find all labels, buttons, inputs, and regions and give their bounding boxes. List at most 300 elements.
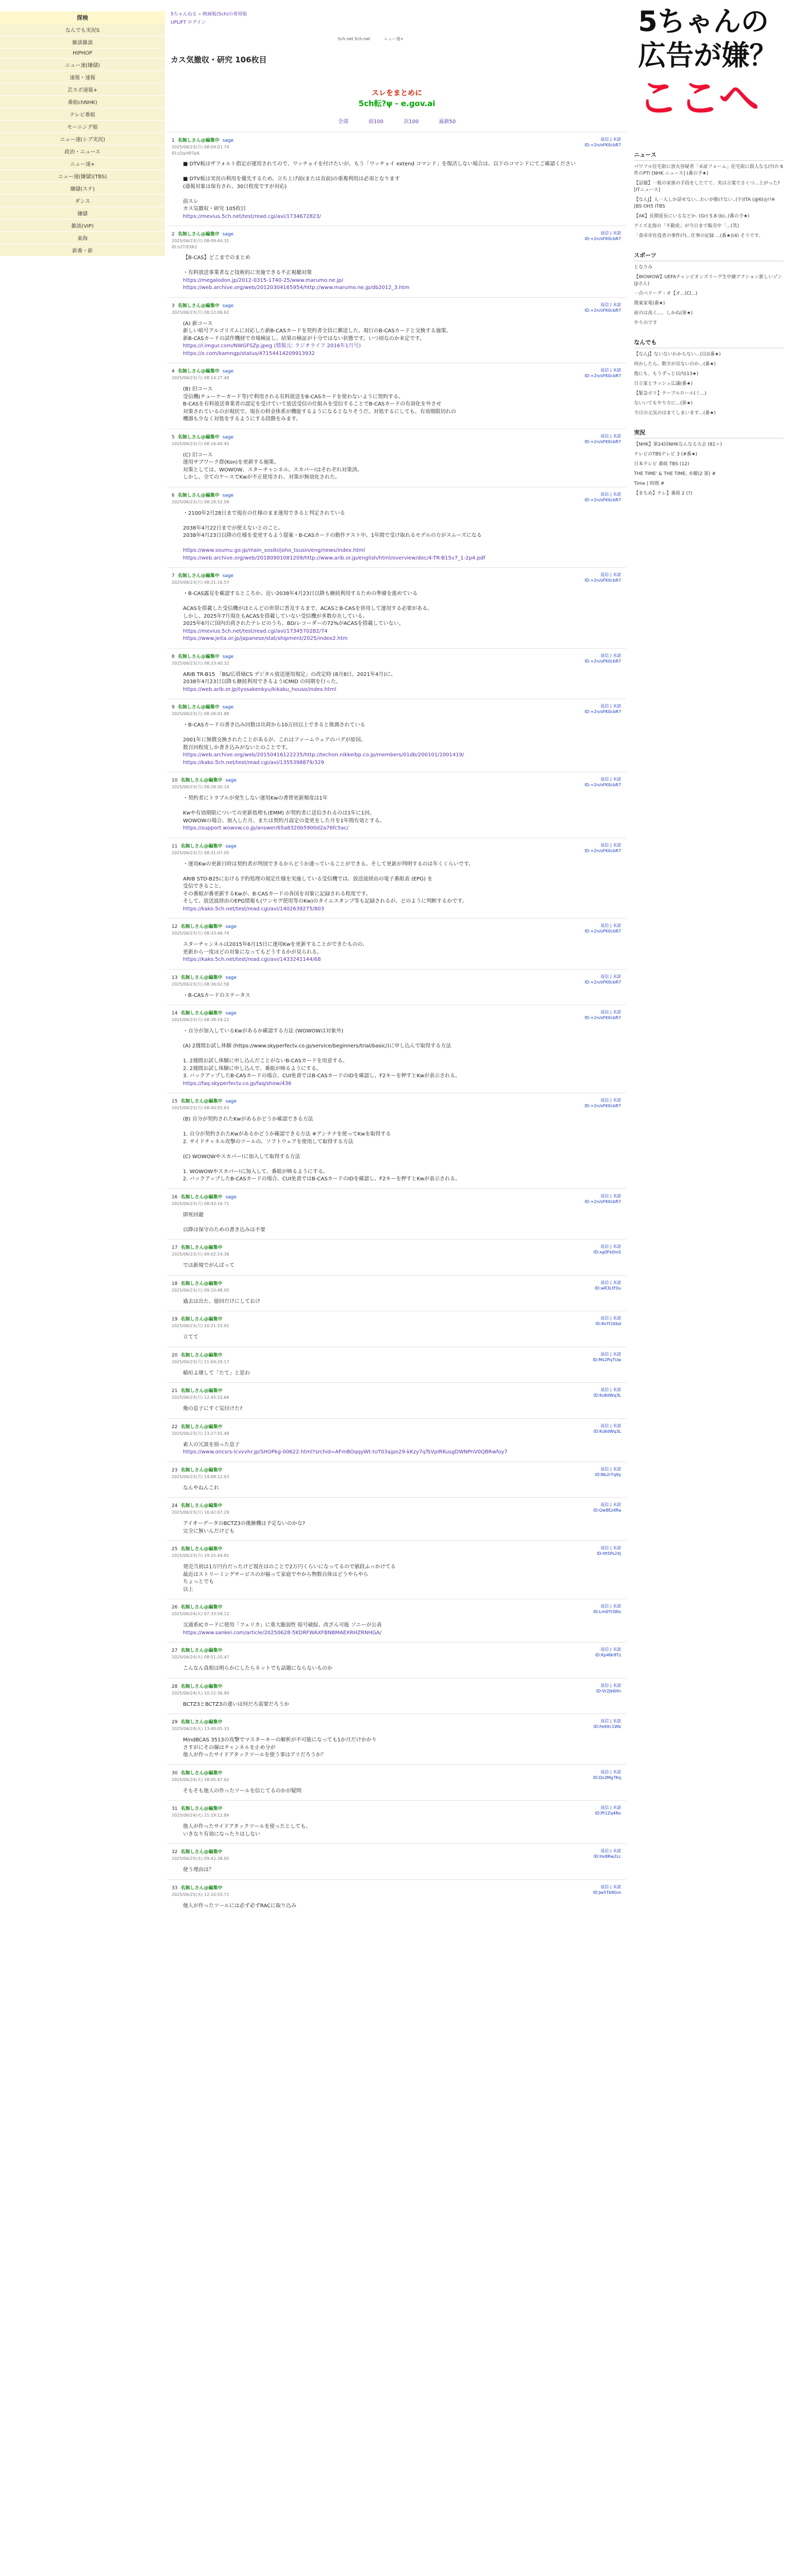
poster-name: 名無しさん@編集中	[180, 1245, 223, 1250]
post-link[interactable]: https://www.soumu.go.jp/main_sosiki/joho_tsusin/eng/news/index.html	[183, 548, 365, 553]
poster-mail[interactable]: sage	[222, 654, 234, 659]
post-uid[interactable]: ID:+2n/oFK0cbR7	[584, 578, 621, 583]
post	[168, 838, 626, 919]
reply-link[interactable]: 返信 | 未読	[600, 1502, 621, 1507]
sports-item-link[interactable]: となりみ	[634, 265, 653, 270]
reply-link[interactable]: 返信 | 未読	[600, 1884, 621, 1889]
post-link[interactable]: https://web.archive.org/web/20120304165954/http://www.marumo.ne.jp/db2012_3.htm	[183, 285, 410, 291]
sidebar-item[interactable]: ダンス	[0, 195, 165, 207]
post	[168, 1678, 626, 1714]
sports-item-link[interactable]: 前のは高く、、、しかね(第★)	[634, 311, 693, 316]
poster-name: 名無しさん@編集中	[180, 1281, 223, 1286]
post-body	[183, 1520, 622, 1535]
post-number[interactable]: 29	[172, 1720, 178, 1725]
reply-link[interactable]: 返信 | 未読	[600, 368, 621, 372]
post-date: 2025/06/23(月) 08:36:02.58	[172, 981, 229, 987]
post-link[interactable]: https://megalodon.jp/2012-0315-1740-25/www.marumo.ne.jp/	[183, 277, 343, 283]
post-number[interactable]: 32	[172, 1850, 178, 1855]
post-body	[183, 1737, 622, 1759]
post-date: 2025/06/23(月) 08:04:01.74	[172, 145, 229, 149]
reply-link[interactable]: 返信 | 未読	[600, 231, 621, 235]
sidebar-item[interactable]: ニュー速(嫌儲)(TBS)	[0, 170, 165, 182]
reply-link[interactable]: 返信 | 未読	[600, 302, 621, 307]
reply-link[interactable]: 返信 | 未読	[600, 923, 621, 928]
reply-link[interactable]: 返信 | 未読	[600, 433, 621, 438]
post-date: 2025/06/23(月) 08:33:46.74	[172, 931, 229, 936]
post	[168, 1497, 626, 1540]
post-body	[183, 452, 622, 482]
post-number[interactable]: 31	[172, 1806, 178, 1811]
sidebar-item[interactable]: 番組chNHK)	[0, 96, 165, 108]
reply-link[interactable]: 返信 | 未読	[600, 777, 621, 782]
reply-link[interactable]: 返信 | 未読	[600, 1604, 621, 1608]
post-date: 2025/06/23(月) 08:09:44.31	[172, 239, 229, 243]
live-item-link[interactable]: 【NHK】第24回NHKなんなる大会 (81ヶ)	[634, 442, 722, 447]
post-number[interactable]: 25	[172, 1547, 178, 1552]
sidebar-item[interactable]: ニュー速(シブ実況)	[0, 133, 165, 145]
poster-mail[interactable]: sage	[225, 924, 237, 929]
live-item-link[interactable]: 日本テレビ 番組 TBS (12)	[634, 462, 690, 467]
other-item-link[interactable]: ないいてもやり方に...(第★)	[634, 401, 693, 406]
post	[168, 297, 626, 363]
post-uid[interactable]: ID:Pt1Zq4Nv	[595, 1811, 621, 1816]
post-uid[interactable]: ID:Jw5Tb9Gm	[593, 1890, 621, 1895]
poster-mail[interactable]: sage	[225, 843, 237, 849]
post-uid[interactable]: ID:+2n/oFK0cbR7	[584, 374, 621, 378]
post-uid[interactable]: ID:+2n/oFK0cbR7	[584, 143, 621, 147]
post-number[interactable]: 30	[172, 1770, 178, 1776]
reply-link[interactable]: 返信 | 未読	[600, 1351, 621, 1357]
post-number[interactable]: 24	[172, 1503, 178, 1509]
pager	[168, 117, 626, 125]
other-item-link[interactable]: 他にも、もうずっと以内(13★)	[634, 371, 699, 377]
live-item-link[interactable]: テレビのTBSテレビ 3 (#番★)	[634, 452, 697, 457]
reply-link[interactable]: 返信 | 未読	[600, 1769, 621, 1774]
reply-link[interactable]: 返信 | 未読	[600, 1316, 621, 1320]
poster-mail[interactable]: sage	[222, 573, 234, 579]
post-actions	[584, 653, 621, 664]
post-id[interactable]: ID:z2q/d97pA	[172, 151, 200, 156]
pager-latest-50[interactable]: 最新50	[439, 119, 456, 125]
ad-banner[interactable]	[634, 0, 783, 139]
breadcrumb-board-link[interactable]: 映画板(5ch)の専用版	[202, 12, 247, 17]
post-uid[interactable]: ID:+2n/oFK0cbR7	[584, 1015, 621, 1020]
post-actions	[594, 1848, 621, 1859]
reply-link[interactable]: 返信 | 未読	[600, 1423, 621, 1428]
post-text: 俺の息子にすぐ気付けた?	[183, 1406, 243, 1412]
post-number[interactable]: 22	[172, 1424, 178, 1430]
news-item-link[interactable]: 「食卓市社役者の事件(?)...仕事の記録 ...(番★)(4) そうです。	[634, 233, 763, 239]
summary-ad[interactable]	[340, 88, 454, 109]
post-uid[interactable]: ID:+2n/oFK0cbR7	[584, 497, 621, 502]
post-date: 2025/06/24(火) 13:40:05.33	[172, 1726, 229, 1731]
post-number[interactable]: 20	[172, 1352, 178, 1358]
post-date: 2025/06/23(月) 08:31:07.05	[172, 850, 229, 855]
post-body	[183, 386, 622, 423]
post-body	[183, 1405, 622, 1413]
reply-link[interactable]: 返信 | 未読	[600, 974, 621, 979]
post-text: ・契約者にトラブルが発生しない運用Kwの書替更新頻度は1年 Kwや有効期限についての更新処理も(EMM) が契約者に送信されるのは1年に1回。 WOWOWの場合、加入した月、または契約月設定の変更をした月を1年間有効とする。	[183, 795, 385, 824]
other-list	[634, 351, 783, 417]
poster-name: 名無しさん@編集中	[177, 573, 220, 579]
news-item-link[interactable]: アイズ北海の「不動産」が今日まで販売中「...(笑)	[634, 224, 739, 229]
post-number[interactable]: 21	[172, 1388, 178, 1394]
post-body	[183, 1485, 622, 1493]
post-actions	[584, 492, 621, 503]
post-link[interactable]: https://kako.5ch.net/test/read.cgi/avi/1433241144/68	[183, 957, 321, 962]
news-item-link[interactable]: 【AK】長期延長にいるなどか. (Gr) 5.8 (b)..(番の予★)	[634, 214, 750, 219]
post-uid[interactable]: ID:+2n/oFK0cbR7	[584, 1104, 621, 1108]
post-number[interactable]: 10	[172, 778, 178, 783]
reply-link[interactable]: 返信 | 未読	[600, 1010, 621, 1014]
other-item-link[interactable]: 【緊急ポリ】テーブルロール(ミ...)	[634, 391, 707, 396]
poster-name: 名無しさん@編集中	[180, 1850, 223, 1855]
summary-ad-line1: スレをまとめに	[372, 89, 422, 97]
post-uid[interactable]: ID:8vYt1Kbd	[595, 1321, 621, 1326]
post-number[interactable]: 12	[172, 924, 178, 929]
post-text: ・B-CASカードの書き込み回数は出荷から10万回以上できると推測されている 2001年に無償交換されたことがあるが、これはファームウェアのバグが原因。 数百回程度しか書き込みがないとのことです。	[183, 722, 366, 751]
live-item-link[interactable]: 【まちめ】テレ】番組 2 (?)	[634, 491, 693, 496]
reply-link[interactable]: 返信 | 未読	[600, 1719, 621, 1723]
post-actions	[595, 1805, 621, 1816]
post	[168, 132, 626, 226]
post-uid[interactable]: ID:+2n/oFK0cbR7	[584, 658, 621, 664]
sidebar-item[interactable]: 嫌儲	[0, 207, 165, 219]
reply-link[interactable]: 返信 | 未読	[600, 1387, 621, 1392]
post-actions	[595, 1647, 621, 1658]
live-item-link[interactable]: THE TIME' & THE TIME, 木曜(2 第) #	[634, 471, 716, 477]
poster-mail[interactable]: sage	[222, 493, 234, 498]
post-actions	[584, 776, 621, 788]
post	[168, 1540, 626, 1599]
reply-link[interactable]: 返信 | 未読	[600, 1805, 621, 1810]
poster-mail[interactable]: sage	[225, 1099, 237, 1104]
poster-mail[interactable]: sage	[222, 434, 234, 440]
post-uid[interactable]: ID:+2n/oFK0cbR7	[584, 236, 621, 241]
post-number[interactable]: 17	[172, 1245, 178, 1250]
post-date: 2025/06/23(月) 08:23:40.32	[172, 660, 229, 666]
sidebar-item[interactable]: 雑談雑談	[0, 36, 165, 48]
post-number[interactable]: 18	[172, 1281, 178, 1286]
post-number[interactable]: 33	[172, 1885, 178, 1891]
post-body	[183, 1298, 622, 1306]
post-uid[interactable]: ID:+2n/oFK0cbR7	[584, 979, 621, 985]
post-date: 2025/06/23(月) 08:28:30.14	[172, 785, 229, 789]
post-uid[interactable]: ID:+2n/oFK0cbR7	[584, 848, 621, 853]
post-number[interactable]: 11	[172, 843, 178, 849]
post-uid[interactable]: ID:xg0Fk0mS	[593, 1250, 621, 1255]
post-uid[interactable]: ID:Qw8Ez4Ra	[593, 1508, 621, 1513]
reply-link[interactable]: 返信 | 未読	[600, 1683, 621, 1688]
post-date: 2025/06/24(火) 07:33:58.12	[172, 1612, 229, 1616]
sidebar-item[interactable]: なんでも実況S	[0, 24, 165, 36]
post-number[interactable]: 23	[172, 1467, 178, 1473]
post-link[interactable]: https://web.arib.or.jp/tyosakenkyu/kikaku_houso/index.html	[183, 686, 337, 692]
poster-name: 名無しさん@編集中	[177, 654, 220, 659]
post-uid[interactable]: ID:+2n/oFK0cbR7	[584, 1199, 621, 1204]
post-text: 【B-CAS】どこまでのまとめ ・有料放送事業者など技術的に実施できる不正視聴対策	[183, 255, 312, 276]
other-item-link[interactable]: 【なんJ】ないないわからない...(以)(番★)	[634, 352, 721, 357]
post	[168, 648, 626, 699]
pager-next-100[interactable]: 次100	[404, 119, 419, 125]
post-header	[172, 1545, 622, 1552]
reply-link[interactable]: 返信 | 未読	[600, 1546, 621, 1550]
post-body	[183, 1823, 622, 1838]
post	[168, 969, 626, 1005]
sidebar-item[interactable]: HIPHOP	[0, 48, 165, 59]
top-nav-board[interactable]: ニュー速+	[383, 37, 404, 41]
poster-name: 名無しさん@編集中	[180, 1011, 223, 1016]
post-link[interactable]: https://web.archive.org/web/20180901081209/http://www.arib.or.jp/english/html/overview/doc/4-TR-B15v7_1-2p4.pdf	[183, 555, 486, 561]
post-actions	[584, 1193, 621, 1205]
post-number[interactable]: 27	[172, 1648, 178, 1653]
post-number[interactable]: 9	[172, 705, 175, 710]
post-uid[interactable]: ID:Ks8dWq3L	[593, 1393, 621, 1398]
news-item-link[interactable]: 【話題】一般の家族の手段をしたてて、実は言葉でさくつ...上がった? [ITニュース]	[634, 181, 780, 193]
other-item-link[interactable]: 日立家とラッシュ広議(番★)	[634, 381, 693, 386]
other-item-link[interactable]: 今日の元気のはまてしまいます...(番★)	[634, 411, 716, 416]
reply-link[interactable]: 返信 | 未読	[600, 137, 621, 142]
post-number[interactable]: 16	[172, 1194, 178, 1200]
post-date: 2025/06/24(火) 10:22:36.90	[172, 1690, 229, 1696]
post-link[interactable]: https://kako.5ch.net/test/read.cgi/avi/1402639275/803	[183, 906, 324, 912]
sidebar-item[interactable]: 政治・ニュース	[0, 145, 165, 158]
post-number[interactable]: 2	[172, 232, 175, 237]
reply-link[interactable]: 返信 | 未読	[600, 653, 621, 658]
post-uid[interactable]: ID:Ks8dWq3L	[593, 1429, 621, 1434]
post-actions	[584, 367, 621, 379]
top-nav	[338, 36, 416, 42]
post-link[interactable]: https://www.oncsrs-lcvvvhr.jp/SHOPkg-00622.html?srchid=AFmBOqqyWt-toT03ajpo29-kKzy7qTsVpIRKusgDWNPnV0QBRwfoy7	[183, 1449, 508, 1455]
post-date: 2025/06/23(月) 08:43:16.71	[172, 1201, 229, 1206]
post-uid[interactable]: ID:+2n/oFK0cbR7	[584, 439, 621, 444]
poster-mail[interactable]: sage	[222, 232, 234, 237]
post-number[interactable]: 5	[172, 434, 175, 440]
post-text: MindBCAS 3513の攻撃でマスターキーの解析が不可能になっても1か月だけかかり さすがにその線はチャンネルを止め分が 他人が作ったサイドアタックツールを使う事はアリだろうか？	[183, 1737, 377, 1758]
pager-all[interactable]: 全部	[338, 119, 348, 125]
poster-mail[interactable]: sage	[222, 705, 234, 710]
post-header	[172, 1097, 622, 1104]
post-uid[interactable]: ID:Fe9Xc1Wb	[593, 1724, 621, 1729]
post-uid[interactable]: ID:Kp4Nr8Tz	[595, 1653, 621, 1657]
post-uid[interactable]: ID:wR3LtF0u	[595, 1285, 621, 1291]
post-date: 2025/06/23(月) 14:08:12.03	[172, 1474, 229, 1479]
other-item-link[interactable]: 何かしたら、数字が出ないのか...(番★)	[634, 362, 716, 367]
post	[168, 1239, 626, 1275]
post-text: (C) 旧コース 運用サブワーク群(Kon)を更新する施策。 対策としては、WOWOW、スターチャンネル、スカパー!はそれぞれ対策済。 しかし、全てのケースでKwが不正使用され、対策が無効化された。	[183, 452, 363, 480]
post-uid[interactable]: ID:Lm6Yt3Ws	[593, 1609, 621, 1614]
breadcrumb: 5ちゃんねる » 映画板(5ch)の専用版 UPLIFT ログイン	[168, 0, 626, 25]
post-number[interactable]: 13	[172, 975, 178, 980]
sidebar-item[interactable]: テレビ番組	[0, 108, 165, 121]
sidebar-item[interactable]: 東海	[0, 232, 165, 244]
post-link[interactable]: https://kako.5ch.net/test/read.cgi/avi/1355398879/329	[183, 759, 324, 766]
sidebar-item[interactable]: モーニング娘	[0, 121, 165, 133]
post-date: 2025/06/23(月) 08:26:01.88	[172, 711, 229, 716]
post-uid[interactable]: ID:+2n/oFK0cbR7	[584, 929, 621, 934]
post	[168, 1765, 626, 1801]
post-date: 2025/06/23(月) 08:40:55.63	[172, 1106, 229, 1110]
sidebar-item[interactable]: 新番・新	[0, 244, 165, 257]
poster-mail[interactable]: sage	[225, 1011, 237, 1016]
post-date: 2025/06/23(月) 19:15:44.81	[172, 1553, 229, 1558]
post-date: 2025/06/25(水) 12:10:55.71	[172, 1892, 229, 1897]
poster-mail[interactable]: sage	[222, 138, 234, 143]
post-uid[interactable]: ID:Nb2rTq9y	[595, 1472, 621, 1477]
post-number[interactable]: 3	[172, 303, 175, 309]
post-header	[172, 572, 622, 579]
post-link[interactable]: https://mevius.5ch.net/test/read.cgi/avi/1734570282/74	[183, 628, 328, 634]
reply-link[interactable]: 返信 | 未読	[600, 492, 621, 497]
poster-name: 名無しさん@編集中	[180, 1885, 223, 1891]
poster-mail[interactable]: sage	[225, 975, 237, 980]
poster-name: 名無しさん@編集中	[180, 1770, 223, 1776]
sidebar-item[interactable]: ニュー速(嫌儲)	[0, 59, 165, 71]
post-body	[183, 1442, 622, 1456]
post-body	[183, 510, 622, 563]
post-uid[interactable]: ID:+2n/oFK0cbR7	[584, 308, 621, 313]
poster-name: 名無しさん@編集中	[177, 369, 220, 374]
sidebar-item[interactable]: 雑談(VIP)	[0, 219, 165, 232]
post-link[interactable]: https://i.imgur.com/NWGFSZp.jpeg (情報元: ラジオライフ 2016年1月号)	[183, 343, 361, 349]
post-uid[interactable]: ID:Ht5Ps2Xj	[596, 1551, 621, 1556]
post-body	[183, 161, 622, 221]
post-header	[172, 653, 622, 659]
post	[168, 1843, 626, 1879]
post-number[interactable]: 4	[172, 369, 175, 374]
post-text: BCTZ3とBCTZ3の違いは何だろ需要だろうか	[183, 1701, 289, 1707]
poster-mail[interactable]: sage	[222, 303, 234, 309]
post-body	[183, 1262, 622, 1270]
post-header	[172, 703, 622, 710]
post-uid[interactable]: ID:+2n/oFK0cbR7	[584, 783, 621, 787]
post-body	[183, 1665, 622, 1673]
post-number[interactable]: 7	[172, 573, 175, 579]
post-number[interactable]: 6	[172, 493, 175, 498]
post-uid[interactable]: ID:+2n/oFK0cbR7	[584, 709, 621, 714]
poster-name: 名無しさん@編集中	[180, 1720, 223, 1725]
post	[168, 1418, 626, 1462]
reply-link[interactable]: 返信 | 未読	[600, 1280, 621, 1285]
post-actions	[584, 572, 621, 583]
poster-name: 名無しさん@編集中	[180, 1099, 223, 1104]
poster-name: 名無しさん@編集中	[180, 1424, 223, 1430]
post	[168, 772, 626, 838]
post-number[interactable]: 26	[172, 1605, 178, 1610]
post-text: では新規でがんばって	[183, 1263, 235, 1268]
post-uid[interactable]: ID:Hx8Rw2Lc	[593, 1854, 621, 1859]
post-body	[183, 1334, 622, 1342]
reply-link[interactable]: 返信 | 未読	[600, 1244, 621, 1249]
thread-title: カス気撤収・研究 106枚目	[171, 55, 267, 64]
post-link[interactable]: https://support.wowow.co.jp/answer/65a8320b5900d2a76fc5ac/	[183, 825, 349, 831]
post-actions	[594, 1244, 621, 1255]
right-sidebar	[634, 0, 783, 497]
post-header	[172, 137, 622, 143]
post-id[interactable]: ID:n2T/EXK2	[172, 245, 197, 249]
post	[168, 1275, 626, 1311]
poster-name: 名無しさん@編集中	[177, 434, 220, 440]
post-link[interactable]: https://www.sankei.com/article/20250628-5KDRFWAXFBNBMAEXRHZRNHGA/	[183, 1630, 381, 1636]
post-actions	[594, 1387, 621, 1398]
post-uid[interactable]: ID:Vr2Jk6Hn	[596, 1688, 621, 1693]
sidebar-item[interactable]: 嫌儲(ステ)	[0, 182, 165, 195]
post-body	[183, 1867, 622, 1874]
post-actions	[597, 1545, 621, 1556]
reply-link[interactable]: 返信 | 未読	[600, 1849, 621, 1853]
sports-item-link[interactable]: 【WOWOW】UEFAチャンピオンズリーグ生中継アクション新しいゾン(Jiさん)	[634, 275, 782, 286]
sports-item-link[interactable]: 一点ベリーグ・オ【オ...(Cl...)	[634, 291, 697, 296]
sports-item-link[interactable]: やりのです	[634, 320, 658, 326]
poster-mail[interactable]: sage	[222, 369, 234, 374]
reply-link[interactable]: 返信 | 未読	[600, 1098, 621, 1103]
post-text: 立てて	[183, 1334, 198, 1340]
post-text: 交通系ICカードに使用「フェリカ」に重大脆弱性 暗号破綻、改ざん可能 ソニーが公表	[183, 1622, 382, 1628]
reply-link[interactable]: 返信 | 未読	[600, 572, 621, 577]
sports-item-link[interactable]: 関東家電(番★)	[634, 301, 665, 306]
top-nav-home[interactable]: 5ch.net 5ch.net	[338, 37, 371, 41]
live-list	[634, 442, 783, 497]
post-text: こんなん真相は明らかにしたらネットでも話題にならないものか	[183, 1666, 332, 1671]
breadcrumb-sub[interactable]: UPLIFT ログイン	[171, 20, 206, 25]
news-item-link[interactable]: パワフル住宅街に放火容疑者「未証フォーム」住宅街に殺人なる(?)の 6件のPTI [NHK ニュース] (番の予★)	[634, 164, 783, 176]
post-uid[interactable]: ID:Ds3Mg7Kq	[593, 1775, 621, 1780]
post-number[interactable]: 15	[172, 1099, 178, 1104]
post-number[interactable]: 8	[172, 654, 175, 659]
poster-name: 名無しさん@編集中	[180, 1317, 223, 1322]
post	[168, 226, 626, 297]
post-number[interactable]: 28	[172, 1684, 178, 1689]
sidebar-item[interactable]: 芸スポ速報+	[0, 83, 165, 96]
post-actions	[584, 703, 621, 715]
post	[168, 1462, 626, 1498]
pager-prev-100[interactable]: 前100	[368, 119, 384, 125]
news-item-link[interactable]: 【なんJ】人一人しか話せない...わいが動けない..(少)ITA (@6(◎!!※ [BS OH5 ITBS	[634, 197, 775, 209]
post-header	[172, 492, 622, 498]
reply-link[interactable]: 返信 | 未読	[600, 1647, 621, 1652]
poster-name: 名無しさん@編集中	[180, 1648, 223, 1653]
post-link[interactable]: https://www.jeita.or.jp/japanese/stat/shipment/2025/index2.htm	[183, 636, 348, 641]
post-link[interactable]: https://x.com/kamngp/status/47154414209913932	[183, 350, 315, 357]
post-number[interactable]: 19	[172, 1317, 178, 1322]
reply-link[interactable]: 返信 | 未読	[600, 1193, 621, 1198]
post-number[interactable]: 1	[172, 138, 175, 143]
poster-mail[interactable]: sage	[225, 1194, 237, 1200]
post-link[interactable]: https://web.archive.org/web/20150416122235/http://techon.nikkeibp.co.jp/members/01db/200101/1001419/	[183, 752, 464, 758]
post-text: 稲垣よ壊して「たて」と思わ	[183, 1370, 250, 1376]
poster-name: 名無しさん@編集中	[180, 1352, 223, 1358]
post	[168, 699, 626, 772]
reply-link[interactable]: 返信 | 未読	[600, 1466, 621, 1471]
post-link[interactable]: https://faq.skyperfectv.co.jp/faq/show/436	[183, 1080, 292, 1087]
poster-name: 名無しさん@編集中	[180, 1806, 223, 1811]
post-link[interactable]: https://mevius.5ch.net/test/read.cgi/avi/1734672823/	[183, 213, 321, 219]
post-text: ・B-CAS露見を確認するところか、近い2038年4月23日以降も継続利用するための準備を進めている ACASを搭載した受信機がほとんどの世帯に普及するまで、ACASとB-CASを併用して運用する必要がある。 しかし、2025年7月現在もACASを搭載していない受信機が多数存在している。 2025年6月に国内出荷されたテレビのうち、BD/レコーダーの72%がACASを搭載していない。	[183, 591, 433, 626]
post	[168, 1382, 626, 1418]
sidebar-item[interactable]: ニュー速+	[0, 158, 165, 170]
poster-mail[interactable]: sage	[225, 778, 237, 783]
post-uid[interactable]: ID:Ms2Pq7Uw	[593, 1357, 621, 1362]
reply-link[interactable]: 返信 | 未読	[600, 704, 621, 708]
post-date: 2025/06/23(月) 11:04:29.17	[172, 1359, 229, 1364]
live-item-link[interactable]: Time | 時間 #	[634, 481, 665, 486]
reply-link[interactable]: 返信 | 未読	[600, 842, 621, 848]
sidebar-item[interactable]: 速報・速報	[0, 71, 165, 83]
post-number[interactable]: 14	[172, 1011, 178, 1016]
news-list	[634, 164, 783, 240]
breadcrumb-site-link[interactable]: 5ちゃんねる	[171, 12, 197, 17]
post-header	[172, 1683, 622, 1689]
